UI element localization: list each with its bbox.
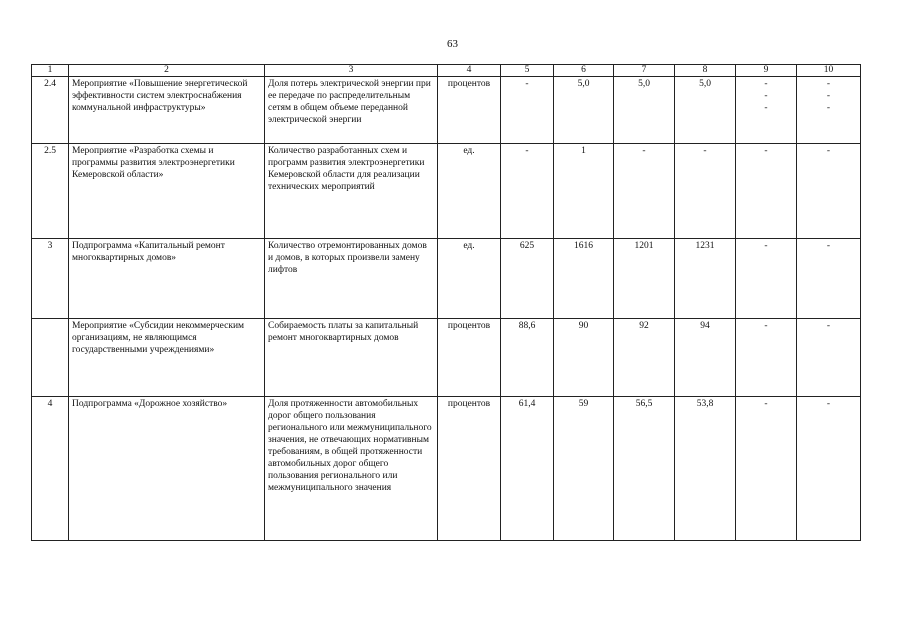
value-col-8: 1231	[675, 239, 736, 319]
indicator-name: Количество отремонтированных домов и домов, в которых произвели замену лифтов	[265, 239, 438, 319]
value-col-7: 5,0	[614, 77, 675, 144]
row-number: 2.4	[32, 77, 69, 144]
program-name: Подпрограмма «Дорожное хозяйство»	[69, 397, 265, 541]
value-col-10	[797, 77, 861, 144]
column-number-row	[32, 65, 861, 77]
value-col-6: 5,0	[554, 77, 614, 144]
table-row	[32, 144, 861, 239]
value-col-10: -	[797, 397, 861, 541]
value-col-7: 92	[614, 319, 675, 397]
program-name: Мероприятие «Субсидии некоммерческим организациям, не являющимся государственными учреждениями»	[69, 319, 265, 397]
page-number: 63	[447, 38, 458, 50]
unit: ед.	[438, 144, 501, 239]
table-row	[32, 239, 861, 319]
indicators-table	[31, 64, 861, 541]
value-col-6: 90	[554, 319, 614, 397]
value-col-5: 88,6	[501, 319, 554, 397]
row-number: 2.5	[32, 144, 69, 239]
row-number: 3	[32, 239, 69, 319]
value-col-10: -	[797, 144, 861, 239]
value-col-5: 61,4	[501, 397, 554, 541]
column-header: 5	[501, 65, 554, 77]
value-col-7: -	[614, 144, 675, 239]
value-col-6: 1616	[554, 239, 614, 319]
column-header: 7	[614, 65, 675, 77]
column-header: 3	[265, 65, 438, 77]
value-col-8: -	[675, 144, 736, 239]
column-header: 8	[675, 65, 736, 77]
unit: процентов	[438, 77, 501, 144]
table-row	[32, 319, 861, 397]
value-col-8: 53,8	[675, 397, 736, 541]
value-line: -	[826, 79, 831, 89]
column-header: 4	[438, 65, 501, 77]
indicator-name: Количество разработанных схем и программ развития электроэнергетики Кемеровской области для реализации технических мероприятий	[265, 144, 438, 239]
column-header: 10	[797, 65, 861, 77]
value-col-7: 56,5	[614, 397, 675, 541]
value-col-8: 94	[675, 319, 736, 397]
value-line: -	[826, 91, 831, 101]
indicator-name: Собираемость платы за капитальный ремонт многоквартирных домов	[265, 319, 438, 397]
column-header: 2	[69, 65, 265, 77]
value-col-5: 625	[501, 239, 554, 319]
value-col-7: 1201	[614, 239, 675, 319]
column-header: 1	[32, 65, 69, 77]
unit: процентов	[438, 319, 501, 397]
value-col-9: -	[736, 319, 797, 397]
value-line: -	[826, 103, 831, 113]
table-row	[32, 77, 861, 144]
value-col-5: -	[501, 144, 554, 239]
value-line: -	[764, 91, 768, 101]
value-col-9: -	[736, 144, 797, 239]
value-line: -	[764, 79, 768, 89]
table-row	[32, 397, 861, 541]
indicator-name: Доля протяженности автомобильных дорог общего пользования регионального или межмуниципального значения, не отвечающих нормативным требованиям, в общей протяженности автомобильных дорог общего пользования регионального или межмуниципального значения	[265, 397, 438, 541]
value-col-9	[736, 77, 797, 144]
indicator-name: Доля потерь электрической энергии при ее передаче по распределительным сетям в общем объеме переданной электрической энергии	[265, 77, 438, 144]
value-col-6: 59	[554, 397, 614, 541]
column-header: 9	[736, 65, 797, 77]
unit: процентов	[438, 397, 501, 541]
value-col-9: -	[736, 239, 797, 319]
unit: ед.	[438, 239, 501, 319]
value-col-6: 1	[554, 144, 614, 239]
value-col-9: -	[736, 397, 797, 541]
row-number: 4	[32, 397, 69, 541]
program-name: Мероприятие «Разработка схемы и программы развития электроэнергетики Кемеровской области»	[69, 144, 265, 239]
row-number	[32, 319, 69, 397]
column-header: 6	[554, 65, 614, 77]
value-col-8: 5,0	[675, 77, 736, 144]
value-col-10: -	[797, 319, 861, 397]
value-line: -	[764, 103, 768, 113]
program-name: Мероприятие «Повышение энергетической эффективности систем электроснабжения коммунальной инфраструктуры»	[69, 77, 265, 144]
value-col-10: -	[797, 239, 861, 319]
program-name: Подпрограмма «Капитальный ремонт многоквартирных домов»	[69, 239, 265, 319]
value-col-5: -	[501, 77, 554, 144]
